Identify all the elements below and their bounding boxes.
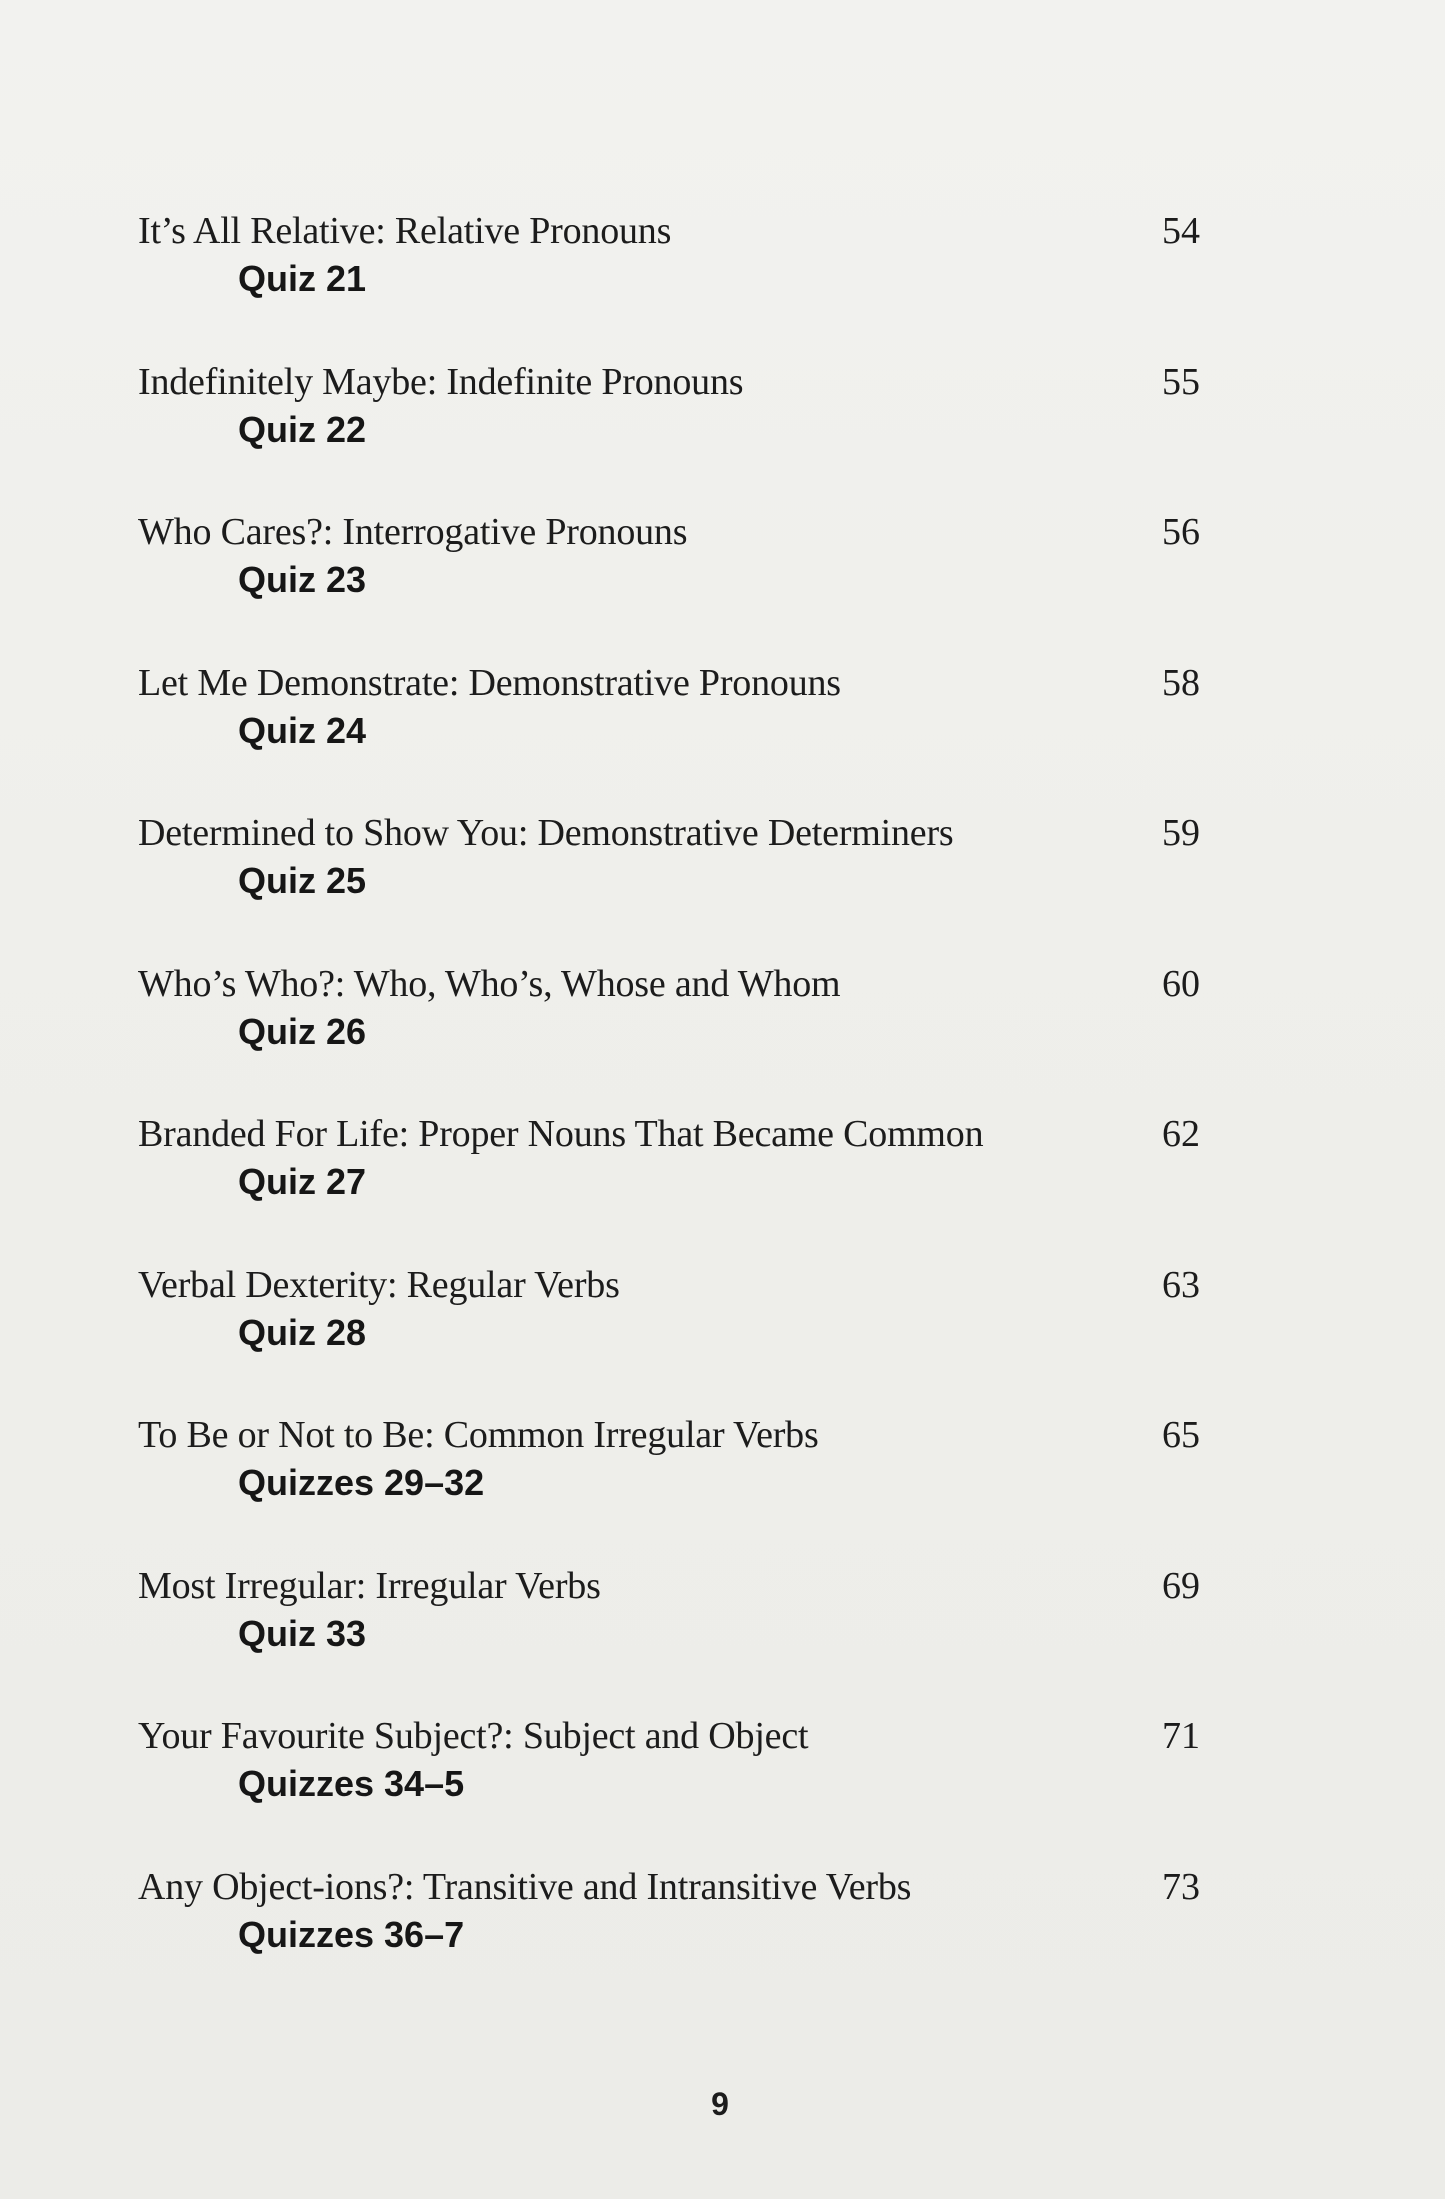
toc-entry [138, 1861, 1200, 2012]
toc-entry-title: Let Me Demonstrate: Demonstrative Pronouns [138, 661, 841, 704]
page-number-footer [0, 2086, 1445, 2123]
toc-entry-title: It’s All Relative: Relative Pronouns [138, 210, 672, 252]
toc-entry-title: Your Favourite Subject?: Subject and Object [138, 1715, 809, 1757]
toc-entry-title: To Be or Not to Be: Common Irregular Verbs [138, 1414, 819, 1456]
toc-entry-title: Indefinitely Maybe: Indefinite Pronouns [138, 360, 744, 403]
toc-entry-title: Verbal Dexterity: Regular Verbs [138, 1263, 620, 1306]
table-of-contents [138, 205, 1200, 2011]
toc-entry-page-number: 71 [1162, 1715, 1200, 1757]
toc-entry-page-number: 63 [1162, 1263, 1200, 1306]
toc-entry-quiz: Quiz 26 [238, 1010, 367, 1052]
toc-entry [138, 1710, 1200, 1861]
toc-entry-page-number: 73 [1162, 1865, 1200, 1908]
toc-entry-title: Most Irregular: Irregular Verbs [138, 1564, 601, 1607]
toc-entry-title: Determined to Show You: Demonstrative Determiners [138, 812, 954, 854]
toc-entry-page-number: 54 [1162, 210, 1200, 252]
toc-entry [138, 1560, 1200, 1711]
toc-entry-quiz: Quiz 24 [238, 709, 367, 751]
toc-entry-quiz: Quiz 28 [238, 1311, 367, 1353]
toc-entry-quiz: Quiz 21 [238, 258, 367, 299]
toc-entry-title: Who’s Who?: Who, Who’s, Whose and Whom [138, 962, 841, 1005]
toc-entry-quiz: Quizzes 34–5 [238, 1763, 465, 1804]
toc-entry-page-number: 55 [1162, 360, 1200, 403]
toc-entry-quiz: Quiz 23 [238, 559, 367, 600]
toc-entry-page-number: 56 [1162, 511, 1200, 553]
toc-entry [138, 205, 1200, 356]
toc-entry [138, 1259, 1200, 1410]
toc-entry-page-number: 62 [1162, 1113, 1200, 1155]
toc-entry [138, 1409, 1200, 1560]
toc-entry [138, 657, 1200, 808]
toc-entry-quiz: Quizzes 29–32 [238, 1462, 485, 1503]
toc-entry [138, 506, 1200, 657]
toc-entry-page-number: 65 [1162, 1414, 1200, 1456]
toc-entry-title: Any Object-ions?: Transitive and Intransitive Verbs [138, 1865, 912, 1908]
toc-entry-quiz: Quiz 27 [238, 1161, 367, 1202]
toc-entry-title: Who Cares?: Interrogative Pronouns [138, 511, 688, 553]
toc-entry-quiz: Quiz 25 [238, 860, 367, 901]
toc-entry [138, 356, 1200, 507]
toc-entry-quiz: Quiz 33 [238, 1612, 367, 1654]
toc-entry-page-number: 69 [1162, 1564, 1200, 1607]
toc-entry-page-number: 60 [1162, 962, 1200, 1005]
toc-entry [138, 1108, 1200, 1259]
toc-entry-page-number: 59 [1162, 812, 1200, 854]
toc-entry [138, 807, 1200, 958]
toc-entry-page-number: 58 [1162, 661, 1200, 704]
page-number: 9 [711, 2086, 729, 2122]
toc-entry-quiz: Quizzes 36–7 [238, 1913, 465, 1955]
toc-entry-title: Branded For Life: Proper Nouns That Became Common [138, 1113, 984, 1155]
toc-entry [138, 958, 1200, 1109]
toc-entry-quiz: Quiz 22 [238, 408, 367, 450]
